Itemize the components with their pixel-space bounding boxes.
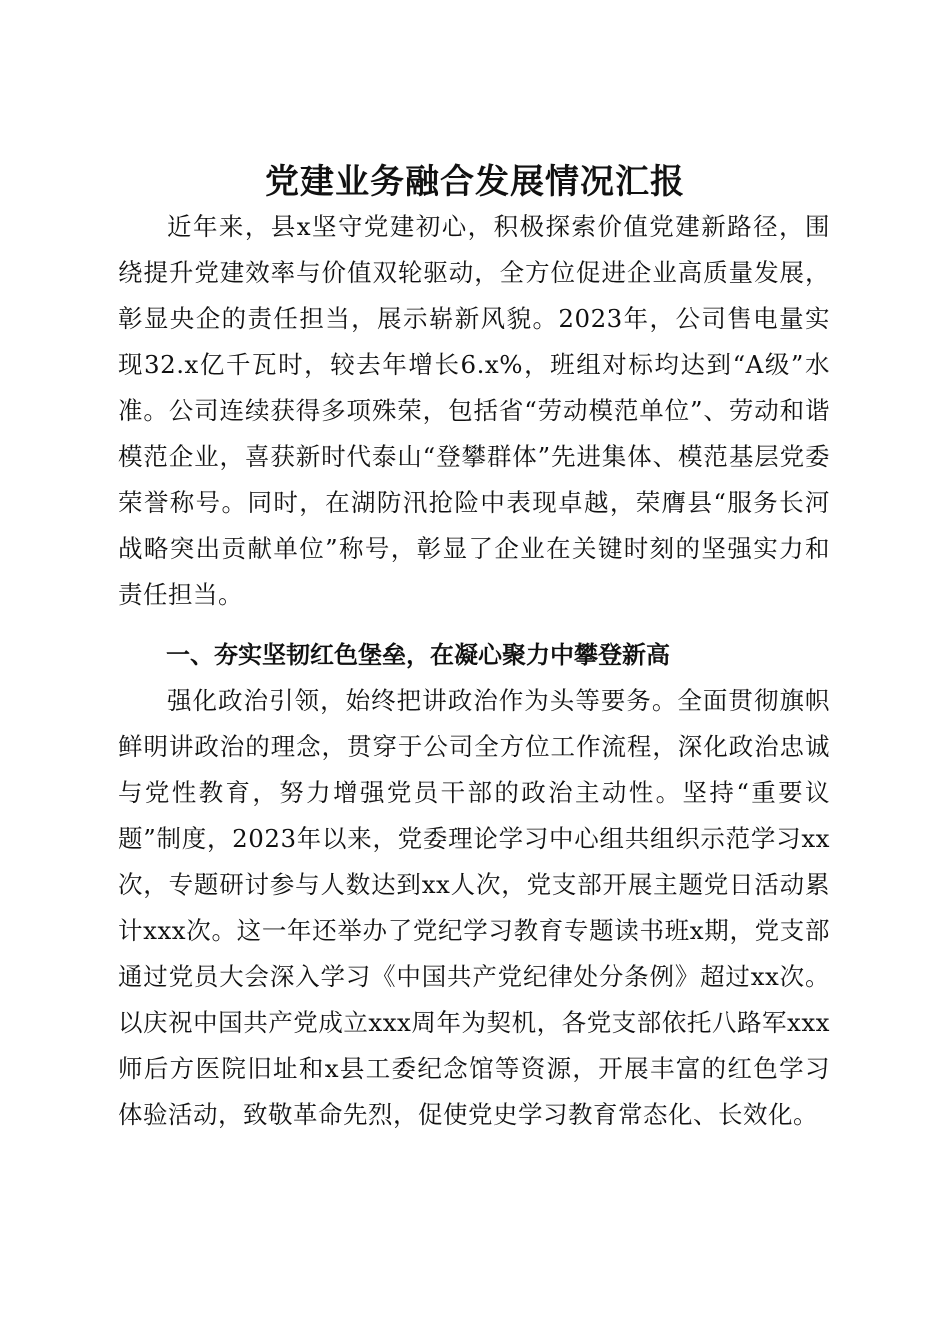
section-1-paragraph: 强化政治引领，始终把讲政治作为头等要务。全面贯彻旗帜鲜明讲政治的理念，贯穿于公司全方位工作流程，深化政治忠诚与党性教育，努力增强党员干部的政治主动性。坚持“重要议题”制度，2023年以来，党委理论学习中心组共组织示范学习xx次，专题研讨参与人数达到xx人次，党支部开展主题党日活动累计xxx次。这一年还举办了党纪学习教育专题读书班x期，党支部通过党员大会深入学习《中国共产党纪律处分条例》超过xx次。以庆祝中国共产党成立xxx周年为契机，各党支部依托八路军xxx师后方医院旧址和x县工委纪念馆等资源，开展丰富的红色学习体验活动，致敬革命先烈，促使党史学习教育常态化、长效化。 xyxy=(118,686,830,1129)
intro-paragraph: 近年来，县x坚守党建初心，积极探索价值党建新路径，围绕提升党建效率与价值双轮驱动，全方位促进企业高质量发展，彰显央企的责任担当，展示崭新风貌。2023年，公司售电量实现32.x亿千瓦时，较去年增长6.x%，班组对标均达到“A级”水准。公司连续获得多项殊荣，包括省“劳动模范单位”、劳动和谐模范企业，喜获新时代泰山“登攀群体”先进集体、模范基层党委荣誉称号。同时，在湖防汛抢险中表现卓越，荣膺县“服务长河战略突出贡献单位”称号，彰显了企业在关键时刻的坚强实力和责任担当。 xyxy=(118,212,830,609)
section-1-heading: 一、夯实坚韧红色堡垒，在凝心聚力中攀登新高 xyxy=(166,641,670,669)
document-title: 党建业务融合发展情况汇报 xyxy=(265,161,685,202)
